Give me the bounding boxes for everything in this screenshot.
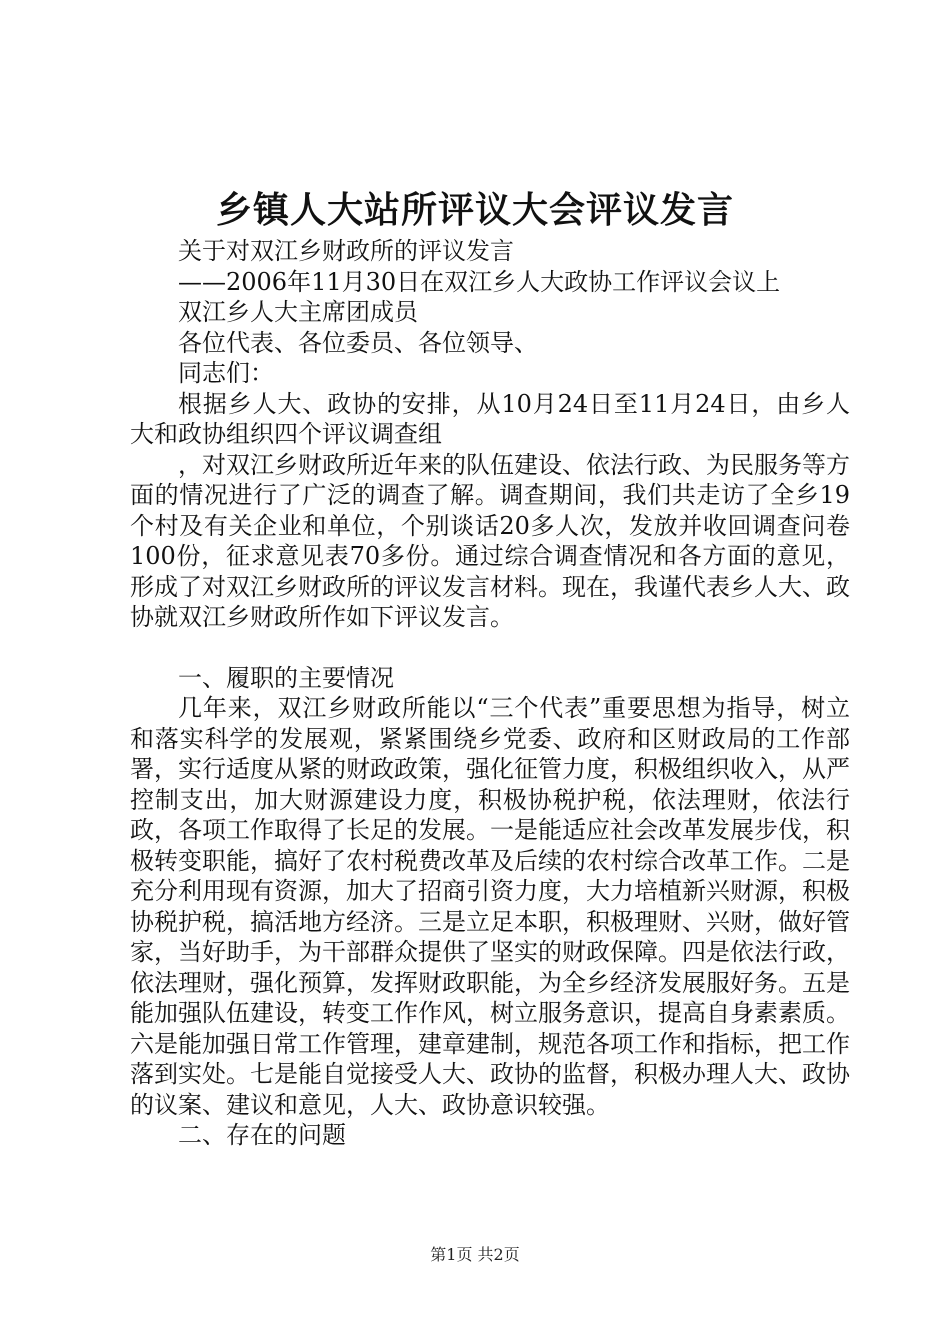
salutation-line-2: 同志们：	[178, 359, 274, 387]
salutation-line: 各位代表、各位委员、各位领导、	[178, 328, 538, 357]
paragraph-investigation: ，对双江乡财政所近年来的队伍建设、依法行政、为民服务等方面的情况进行了广泛的调查了解。调查期间，我们共走访了全乡19个村及有关企业和单位，个别谈话20多人次，发放并收回调查问卷100份，征求意见表70多份。通过综合调查情况和各方面的意见，形成了对双江乡财政所的评议发言材料。现在，我谨代表乡人大、政协就双江乡财政所作如下评议发言。	[130, 450, 850, 631]
speaker-line: 双江乡人大主席团成员	[178, 298, 418, 326]
section-heading-1: 一、履职的主要情况	[178, 663, 394, 692]
paragraph-performance: 几年来，双江乡财政所能以“三个代表”重要思想为指导，树立和落实科学的发展观，紧紧围绕乡党委、政府和区财政局的工作部署，实行适度从紧的财政政策，强化征管力度，积极组织收入，从严控制支出，加大财源建设力度，积极协税护税，依法理财，依法行政，各项工作取得了长足的发展。一是能适应社会改革发展步伐，积极转变职能，搞好了农村税费改革及后续的农村综合改革工作。二是充分利用现有资源，加大了招商引资力度，大力培植新兴财源，积极协税护税，搞活地方经济。三是立足本职，积极理财、兴财，做好管家，当好助手，为干部群众提供了坚实的财政保障。四是依法行政，依法理财，强化预算，发挥财政职能，为全乡经济发展服好务。五是能加强队伍建设，转变工作作风，树立服务意识，提高自身素素质。六是能加强日常工作管理，建章建制，规范各项工作和指标，把工作落到实处。七是能自觉接受人大、政协的监督，积极办理人大、政协的议案、建议和意见，人大、政协意识较强。	[130, 694, 850, 1119]
subtitle-line: 关于对双江乡财政所的评议发言	[178, 237, 514, 265]
section-heading-2: 二、存在的问题	[178, 1121, 346, 1149]
page-footer: 第1页 共2页	[430, 1245, 520, 1264]
occasion-line: ——2006年11月30日在双江乡人大政协工作评议会议上	[178, 267, 781, 296]
document-title: 乡镇人大站所评议大会评议发言	[215, 189, 734, 231]
paragraph-intro: 根据乡人大、政协的安排，从10月24日至11月24日，由乡人大和政协组织四个评议调查组	[130, 389, 850, 448]
paragraph-gap	[130, 633, 850, 663]
document-body	[130, 236, 850, 1151]
